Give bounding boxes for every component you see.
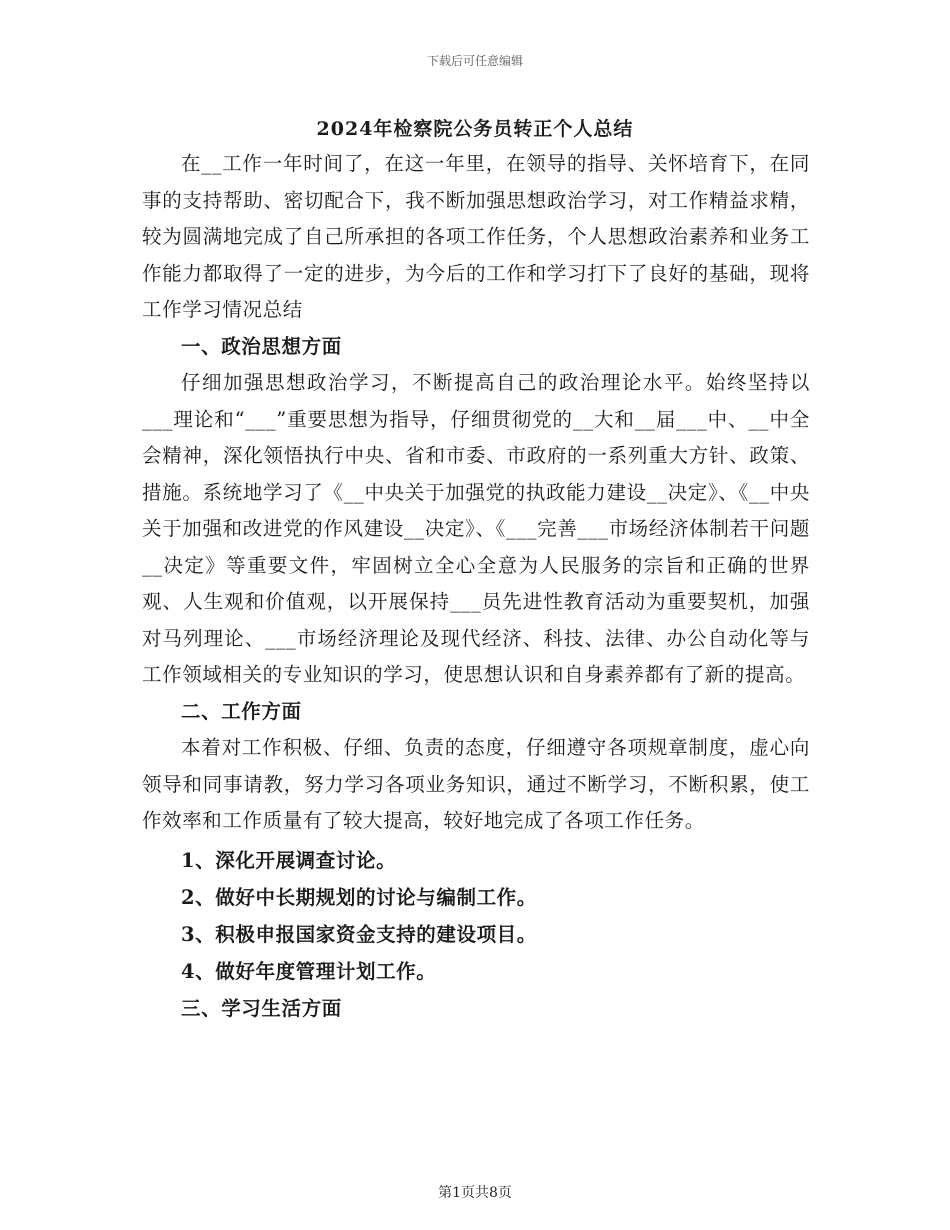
page-number: 第1页共8页 (438, 1185, 512, 1201)
section-body-work: 本着对工作积极、仔细、负责的态度，仔细遵守各项规章制度，虚心向领导和同事请教，努力学习各项业务知识，通过不断学习，不断积累，使工作效率和工作质量有了较大提高，较好地完成了各项工作任务。 (142, 736, 810, 832)
section-heading-work: 二、工作方面 (181, 699, 302, 723)
section-heading-political: 一、政治思想方面 (181, 334, 342, 358)
list-item: 2、做好中长期规划的讨论与编制工作。 (181, 885, 537, 909)
list-item: 4、做好年度管理计划工作。 (181, 959, 437, 983)
list-item: 3、积极申报国家资金支持的建设项目。 (181, 922, 537, 946)
document-body (142, 146, 810, 1027)
page-header-note: 下载后可任意编辑 (426, 54, 523, 68)
intro-paragraph: 在__工作一年时间了，在这一年里，在领导的指导、关怀培育下，在同事的支持帮助、密切配合下，我不断加强思想政治学习，对工作精益求精，较为圆满地完成了自己所承担的各项工作任务，个人思想政治素养和业务工作能力都取得了一定的进步，为今后的工作和学习打下了良好的基础，现将工作学习情况总结 (142, 152, 810, 321)
document-title: 2024年检察院公务员转正个人总结 (316, 118, 634, 140)
section-body-political: 仔细加强思想政治学习，不断提高自己的政治理论水平。始终坚持以___理论和“___”重要思想为指导，仔细贯彻党的__大和__届___中、__中全会精神，深化领悟执行中央、省和市委、市政府的一系列重大方针、政策、措施。系统地学习了《__中央关于加强党的执政能力建设__决定》、《__中央关于加强和改进党的作风建设__决定》、《___完善___市场经济体制若干问题__决定》等重要文件，牢固树立全心全意为人民服务的宗旨和正确的世界观、人生观和价值观，以开展保持___员先进性教育活动为重要契机，加强对马列理论、___市场经济理论及现代经济、科技、法律、办公自动化等与工作领域相关的专业知识的学习，使思想认识和自身素养都有了新的提高。 (142, 371, 810, 686)
section-heading-study: 三、学习生活方面 (181, 996, 342, 1020)
list-item: 1、深化开展调查讨论。 (181, 848, 397, 872)
